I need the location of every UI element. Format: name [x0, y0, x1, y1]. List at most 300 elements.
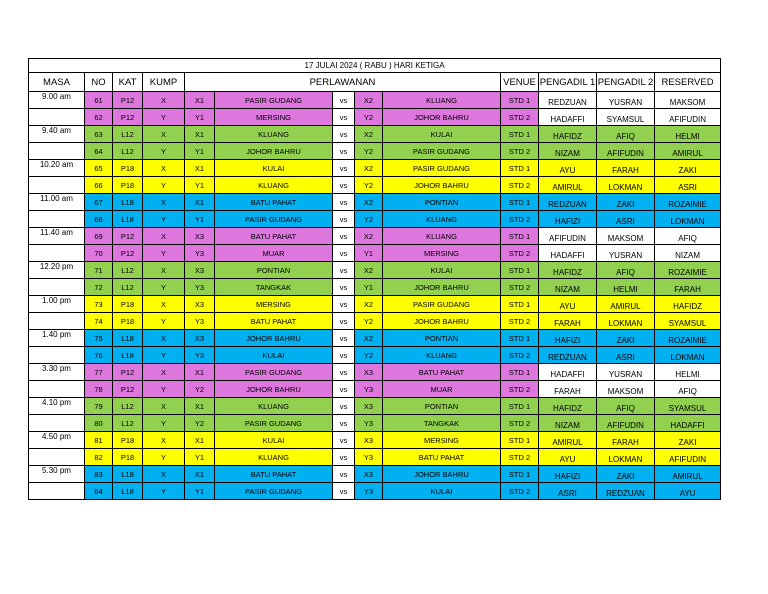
time-cell: 1.00 pm — [29, 296, 85, 313]
home-seed-cell: Y1 — [185, 483, 215, 500]
away-team-cell: PONTIAN — [383, 398, 501, 415]
referee1-cell: AYU — [539, 296, 597, 313]
home-team-cell: JOHOR BAHRU — [215, 330, 333, 347]
time-cell: 12.20 pm — [29, 262, 85, 279]
group-cell: Y — [143, 211, 185, 228]
home-seed-cell: X1 — [185, 126, 215, 143]
home-team-cell: BATU PAHAT — [215, 313, 333, 330]
referee2-cell: MAKSOM — [597, 228, 655, 245]
category-cell: P18 — [113, 177, 143, 194]
away-team-cell: KULAI — [383, 126, 501, 143]
time-cell: 9.00 am — [29, 92, 85, 109]
reserved-cell: AFIQ — [655, 381, 721, 398]
away-seed-cell: X3 — [355, 364, 383, 381]
category-cell: L12 — [113, 126, 143, 143]
time-cell — [29, 449, 85, 466]
reserved-cell: SYAMSUL — [655, 313, 721, 330]
reserved-cell: HADAFFI — [655, 415, 721, 432]
referee2-cell: SYAMSUL — [597, 109, 655, 126]
time-cell: 9.40 am — [29, 126, 85, 143]
away-team-cell: JOHOR BAHRU — [383, 177, 501, 194]
category-cell: P12 — [113, 228, 143, 245]
table-row — [29, 398, 721, 415]
group-cell: X — [143, 296, 185, 313]
referee1-cell: HAFIDZ — [539, 262, 597, 279]
home-seed-cell: Y1 — [185, 143, 215, 160]
home-seed-cell: Y1 — [185, 449, 215, 466]
venue-cell: STD 2 — [501, 415, 539, 432]
vs-cell: vs — [333, 466, 355, 483]
referee1-cell: REDZUAN — [539, 194, 597, 211]
away-seed-cell: Y2 — [355, 211, 383, 228]
home-seed-cell: Y3 — [185, 313, 215, 330]
away-team-cell: JOHOR BAHRU — [383, 109, 501, 126]
venue-cell: STD 2 — [501, 483, 539, 500]
category-cell: P18 — [113, 313, 143, 330]
referee2-cell: ZAKI — [597, 194, 655, 211]
time-cell: 10.20 am — [29, 160, 85, 177]
category-cell: P18 — [113, 160, 143, 177]
home-team-cell: BATU PAHAT — [215, 466, 333, 483]
away-team-cell: KLUANG — [383, 92, 501, 109]
away-team-cell: PONTIAN — [383, 194, 501, 211]
col-header-venue: VENUE — [501, 73, 539, 92]
away-seed-cell: Y2 — [355, 347, 383, 364]
table-row — [29, 296, 721, 313]
venue-cell: STD 1 — [501, 262, 539, 279]
schedule-body — [29, 92, 721, 500]
reserved-cell: ROZAIMIE — [655, 262, 721, 279]
vs-cell: vs — [333, 228, 355, 245]
referee2-cell: ASRI — [597, 211, 655, 228]
home-team-cell: PASIR GUDANG — [215, 211, 333, 228]
group-cell: X — [143, 126, 185, 143]
vs-cell: vs — [333, 449, 355, 466]
vs-cell: vs — [333, 432, 355, 449]
home-seed-cell: X1 — [185, 364, 215, 381]
time-cell: 4.10 pm — [29, 398, 85, 415]
group-cell: Y — [143, 177, 185, 194]
col-header-reserved: RESERVED — [655, 73, 721, 92]
table-row — [29, 160, 721, 177]
reserved-cell: ROZAIMIE — [655, 194, 721, 211]
match-no-cell: 79 — [85, 398, 113, 415]
referee1-cell: HADAFFI — [539, 245, 597, 262]
home-team-cell: KLUANG — [215, 449, 333, 466]
referee2-cell: AMIRUL — [597, 296, 655, 313]
away-seed-cell: Y1 — [355, 279, 383, 296]
referee2-cell: AFIQ — [597, 398, 655, 415]
match-no-cell: 64 — [85, 143, 113, 160]
away-team-cell: PONTIAN — [383, 330, 501, 347]
vs-cell: vs — [333, 143, 355, 160]
col-header-perlawanan: PERLAWANAN — [185, 73, 501, 92]
vs-cell: vs — [333, 92, 355, 109]
vs-cell: vs — [333, 347, 355, 364]
vs-cell: vs — [333, 279, 355, 296]
category-cell: P12 — [113, 109, 143, 126]
reserved-cell: ZAKI — [655, 432, 721, 449]
match-no-cell: 63 — [85, 126, 113, 143]
category-cell: L18 — [113, 466, 143, 483]
home-seed-cell: Y3 — [185, 245, 215, 262]
match-no-cell: 77 — [85, 364, 113, 381]
table-row — [29, 466, 721, 483]
group-cell: X — [143, 92, 185, 109]
reserved-cell: AMIRUL — [655, 143, 721, 160]
referee2-cell: FARAH — [597, 160, 655, 177]
away-seed-cell: X3 — [355, 398, 383, 415]
match-no-cell: 73 — [85, 296, 113, 313]
venue-cell: STD 2 — [501, 177, 539, 194]
home-team-cell: MERSING — [215, 109, 333, 126]
category-cell: L18 — [113, 347, 143, 364]
table-row — [29, 143, 721, 160]
home-seed-cell: X1 — [185, 194, 215, 211]
table-row — [29, 381, 721, 398]
vs-cell: vs — [333, 483, 355, 500]
referee1-cell: REDZUAN — [539, 92, 597, 109]
match-no-cell: 75 — [85, 330, 113, 347]
home-seed-cell: Y1 — [185, 211, 215, 228]
away-seed-cell: Y3 — [355, 381, 383, 398]
table-row — [29, 194, 721, 211]
away-team-cell: KULAI — [383, 262, 501, 279]
home-team-cell: JOHOR BAHRU — [215, 381, 333, 398]
time-cell — [29, 347, 85, 364]
venue-cell: STD 2 — [501, 279, 539, 296]
away-seed-cell: Y3 — [355, 483, 383, 500]
referee1-cell: HAFIZI — [539, 211, 597, 228]
venue-cell: STD 2 — [501, 313, 539, 330]
match-no-cell: 80 — [85, 415, 113, 432]
category-cell: P12 — [113, 92, 143, 109]
reserved-cell: HELMI — [655, 126, 721, 143]
home-seed-cell: X3 — [185, 330, 215, 347]
referee1-cell: NIZAM — [539, 279, 597, 296]
category-cell: L18 — [113, 194, 143, 211]
home-seed-cell: X1 — [185, 160, 215, 177]
category-cell: L12 — [113, 143, 143, 160]
match-no-cell: 78 — [85, 381, 113, 398]
referee2-cell: AFIFUDIN — [597, 143, 655, 160]
referee2-cell: AFIQ — [597, 262, 655, 279]
away-team-cell: BATU PAHAT — [383, 364, 501, 381]
reserved-cell: AFIQ — [655, 228, 721, 245]
match-no-cell: 62 — [85, 109, 113, 126]
table-row — [29, 262, 721, 279]
referee1-cell: NIZAM — [539, 415, 597, 432]
away-seed-cell: X2 — [355, 228, 383, 245]
home-seed-cell: Y1 — [185, 177, 215, 194]
away-seed-cell: X2 — [355, 160, 383, 177]
time-cell — [29, 381, 85, 398]
venue-cell: STD 1 — [501, 194, 539, 211]
vs-cell: vs — [333, 313, 355, 330]
vs-cell: vs — [333, 160, 355, 177]
home-team-cell: BATU PAHAT — [215, 228, 333, 245]
home-team-cell: KULAI — [215, 432, 333, 449]
col-header-kat: KAT — [113, 73, 143, 92]
away-team-cell: PASIR GUDANG — [383, 160, 501, 177]
group-cell: X — [143, 398, 185, 415]
home-seed-cell: X1 — [185, 92, 215, 109]
referee1-cell: REDZUAN — [539, 347, 597, 364]
reserved-cell: ZAKI — [655, 160, 721, 177]
vs-cell: vs — [333, 415, 355, 432]
home-team-cell: KLUANG — [215, 177, 333, 194]
referee1-cell: HAFIZI — [539, 466, 597, 483]
match-no-cell: 61 — [85, 92, 113, 109]
reserved-cell: AMIRUL — [655, 466, 721, 483]
category-cell: L18 — [113, 330, 143, 347]
category-cell: L12 — [113, 279, 143, 296]
away-seed-cell: Y3 — [355, 449, 383, 466]
vs-cell: vs — [333, 245, 355, 262]
group-cell: Y — [143, 483, 185, 500]
match-no-cell: 81 — [85, 432, 113, 449]
home-team-cell: PASIR GUDANG — [215, 483, 333, 500]
match-no-cell: 76 — [85, 347, 113, 364]
home-seed-cell: Y3 — [185, 347, 215, 364]
vs-cell: vs — [333, 211, 355, 228]
time-cell — [29, 245, 85, 262]
home-team-cell: JOHOR BAHRU — [215, 143, 333, 160]
away-seed-cell: X2 — [355, 194, 383, 211]
referee1-cell: NIZAM — [539, 143, 597, 160]
away-seed-cell: Y2 — [355, 313, 383, 330]
col-header-pengadil2: PENGADIL 2 — [597, 73, 655, 92]
referee1-cell: AFIFUDIN — [539, 228, 597, 245]
home-team-cell: PASIR GUDANG — [215, 364, 333, 381]
referee2-cell: LOKMAN — [597, 449, 655, 466]
match-no-cell: 72 — [85, 279, 113, 296]
referee2-cell: LOKMAN — [597, 313, 655, 330]
match-no-cell: 82 — [85, 449, 113, 466]
reserved-cell: ASRI — [655, 177, 721, 194]
venue-cell: STD 1 — [501, 432, 539, 449]
table-row — [29, 126, 721, 143]
time-cell — [29, 415, 85, 432]
table-row — [29, 347, 721, 364]
venue-cell: STD 1 — [501, 398, 539, 415]
vs-cell: vs — [333, 330, 355, 347]
away-seed-cell: Y2 — [355, 109, 383, 126]
referee2-cell: HELMI — [597, 279, 655, 296]
category-cell: P12 — [113, 364, 143, 381]
away-team-cell: KLUANG — [383, 211, 501, 228]
away-seed-cell: Y1 — [355, 245, 383, 262]
group-cell: X — [143, 262, 185, 279]
group-cell: Y — [143, 143, 185, 160]
table-row — [29, 330, 721, 347]
time-cell: 3.30 pm — [29, 364, 85, 381]
referee2-cell: ZAKI — [597, 466, 655, 483]
reserved-cell: LOKMAN — [655, 211, 721, 228]
time-cell — [29, 109, 85, 126]
group-cell: X — [143, 432, 185, 449]
reserved-cell: LOKMAN — [655, 347, 721, 364]
reserved-cell: FARAH — [655, 279, 721, 296]
home-team-cell: KULAI — [215, 160, 333, 177]
away-seed-cell: X2 — [355, 330, 383, 347]
reserved-cell: HAFIDZ — [655, 296, 721, 313]
match-no-cell: 65 — [85, 160, 113, 177]
away-team-cell: JOHOR BAHRU — [383, 313, 501, 330]
away-seed-cell: X2 — [355, 92, 383, 109]
venue-cell: STD 2 — [501, 347, 539, 364]
time-cell: 4.50 pm — [29, 432, 85, 449]
away-seed-cell: Y2 — [355, 177, 383, 194]
vs-cell: vs — [333, 126, 355, 143]
group-cell: X — [143, 228, 185, 245]
vs-cell: vs — [333, 398, 355, 415]
time-cell: 1.40 pm — [29, 330, 85, 347]
referee1-cell: HADAFFI — [539, 109, 597, 126]
category-cell: L18 — [113, 483, 143, 500]
referee2-cell: REDZUAN — [597, 483, 655, 500]
away-team-cell: PASIR GUDANG — [383, 143, 501, 160]
vs-cell: vs — [333, 364, 355, 381]
table-row — [29, 279, 721, 296]
away-team-cell: KLUANG — [383, 347, 501, 364]
table-row — [29, 211, 721, 228]
vs-cell: vs — [333, 381, 355, 398]
reserved-cell: AFIFUDIN — [655, 109, 721, 126]
sheet-title: 17 JULAI 2024 ( RABU ) HARI KETIGA — [29, 59, 721, 73]
away-team-cell: TANGKAK — [383, 415, 501, 432]
home-seed-cell: X1 — [185, 432, 215, 449]
away-seed-cell: X3 — [355, 432, 383, 449]
referee2-cell: AFIFUDIN — [597, 415, 655, 432]
match-no-cell: 68 — [85, 211, 113, 228]
category-cell: P12 — [113, 381, 143, 398]
away-seed-cell: Y2 — [355, 143, 383, 160]
time-cell — [29, 313, 85, 330]
group-cell: Y — [143, 109, 185, 126]
home-seed-cell: X3 — [185, 262, 215, 279]
home-team-cell: KLUANG — [215, 126, 333, 143]
table-row — [29, 364, 721, 381]
group-cell: Y — [143, 415, 185, 432]
time-cell — [29, 177, 85, 194]
category-cell: L18 — [113, 211, 143, 228]
reserved-cell: HELMI — [655, 364, 721, 381]
group-cell: X — [143, 330, 185, 347]
group-cell: X — [143, 466, 185, 483]
away-team-cell: PASIR GUDANG — [383, 296, 501, 313]
venue-cell: STD 1 — [501, 364, 539, 381]
referee1-cell: FARAH — [539, 381, 597, 398]
away-seed-cell: X2 — [355, 262, 383, 279]
away-team-cell: KULAI — [383, 483, 501, 500]
venue-cell: STD 1 — [501, 466, 539, 483]
venue-cell: STD 1 — [501, 160, 539, 177]
home-seed-cell: X3 — [185, 296, 215, 313]
match-no-cell: 74 — [85, 313, 113, 330]
referee1-cell: AMIRUL — [539, 432, 597, 449]
group-cell: X — [143, 160, 185, 177]
group-cell: Y — [143, 313, 185, 330]
home-seed-cell: X1 — [185, 398, 215, 415]
category-cell: P18 — [113, 296, 143, 313]
referee2-cell: MAKSOM — [597, 381, 655, 398]
referee2-cell: YUSRAN — [597, 364, 655, 381]
venue-cell: STD 2 — [501, 381, 539, 398]
table-row — [29, 483, 721, 500]
category-cell: P18 — [113, 432, 143, 449]
table-row — [29, 313, 721, 330]
referee2-cell: YUSRAN — [597, 92, 655, 109]
match-no-cell: 71 — [85, 262, 113, 279]
time-cell: 11.00 am — [29, 194, 85, 211]
time-cell: 5.30 pm — [29, 466, 85, 483]
reserved-cell: MAKSOM — [655, 92, 721, 109]
match-no-cell: 69 — [85, 228, 113, 245]
reserved-cell: ROZAIMIE — [655, 330, 721, 347]
reserved-cell: NIZAM — [655, 245, 721, 262]
vs-cell: vs — [333, 296, 355, 313]
col-header-pengadil1: PENGADIL 1 — [539, 73, 597, 92]
away-seed-cell: X2 — [355, 126, 383, 143]
referee1-cell: FARAH — [539, 313, 597, 330]
home-team-cell: BATU PAHAT — [215, 194, 333, 211]
match-no-cell: 67 — [85, 194, 113, 211]
venue-cell: STD 1 — [501, 228, 539, 245]
vs-cell: vs — [333, 177, 355, 194]
home-team-cell: MUAR — [215, 245, 333, 262]
vs-cell: vs — [333, 262, 355, 279]
group-cell: Y — [143, 279, 185, 296]
table-row — [29, 109, 721, 126]
time-cell — [29, 279, 85, 296]
match-no-cell: 84 — [85, 483, 113, 500]
home-seed-cell: Y1 — [185, 109, 215, 126]
group-cell: Y — [143, 381, 185, 398]
table-row — [29, 177, 721, 194]
referee1-cell: HAFIZI — [539, 330, 597, 347]
referee1-cell: AMIRUL — [539, 177, 597, 194]
home-seed-cell: Y3 — [185, 279, 215, 296]
home-seed-cell: X1 — [185, 466, 215, 483]
referee2-cell: ZAKI — [597, 330, 655, 347]
away-team-cell: JOHOR BAHRU — [383, 466, 501, 483]
home-team-cell: TANGKAK — [215, 279, 333, 296]
table-row — [29, 245, 721, 262]
away-team-cell: BATU PAHAT — [383, 449, 501, 466]
group-cell: X — [143, 194, 185, 211]
away-team-cell: MUAR — [383, 381, 501, 398]
home-team-cell: PASIR GUDANG — [215, 415, 333, 432]
match-no-cell: 83 — [85, 466, 113, 483]
away-seed-cell: X3 — [355, 466, 383, 483]
away-team-cell: MERSING — [383, 432, 501, 449]
reserved-cell: SYAMSUL — [655, 398, 721, 415]
home-seed-cell: Y2 — [185, 415, 215, 432]
category-cell: P12 — [113, 245, 143, 262]
time-cell — [29, 143, 85, 160]
time-cell — [29, 211, 85, 228]
time-cell: 11.40 am — [29, 228, 85, 245]
venue-cell: STD 2 — [501, 211, 539, 228]
referee1-cell: AYU — [539, 449, 597, 466]
venue-cell: STD 2 — [501, 449, 539, 466]
venue-cell: STD 1 — [501, 92, 539, 109]
table-row — [29, 415, 721, 432]
time-cell — [29, 483, 85, 500]
table-row — [29, 92, 721, 109]
referee1-cell: HAFIDZ — [539, 126, 597, 143]
